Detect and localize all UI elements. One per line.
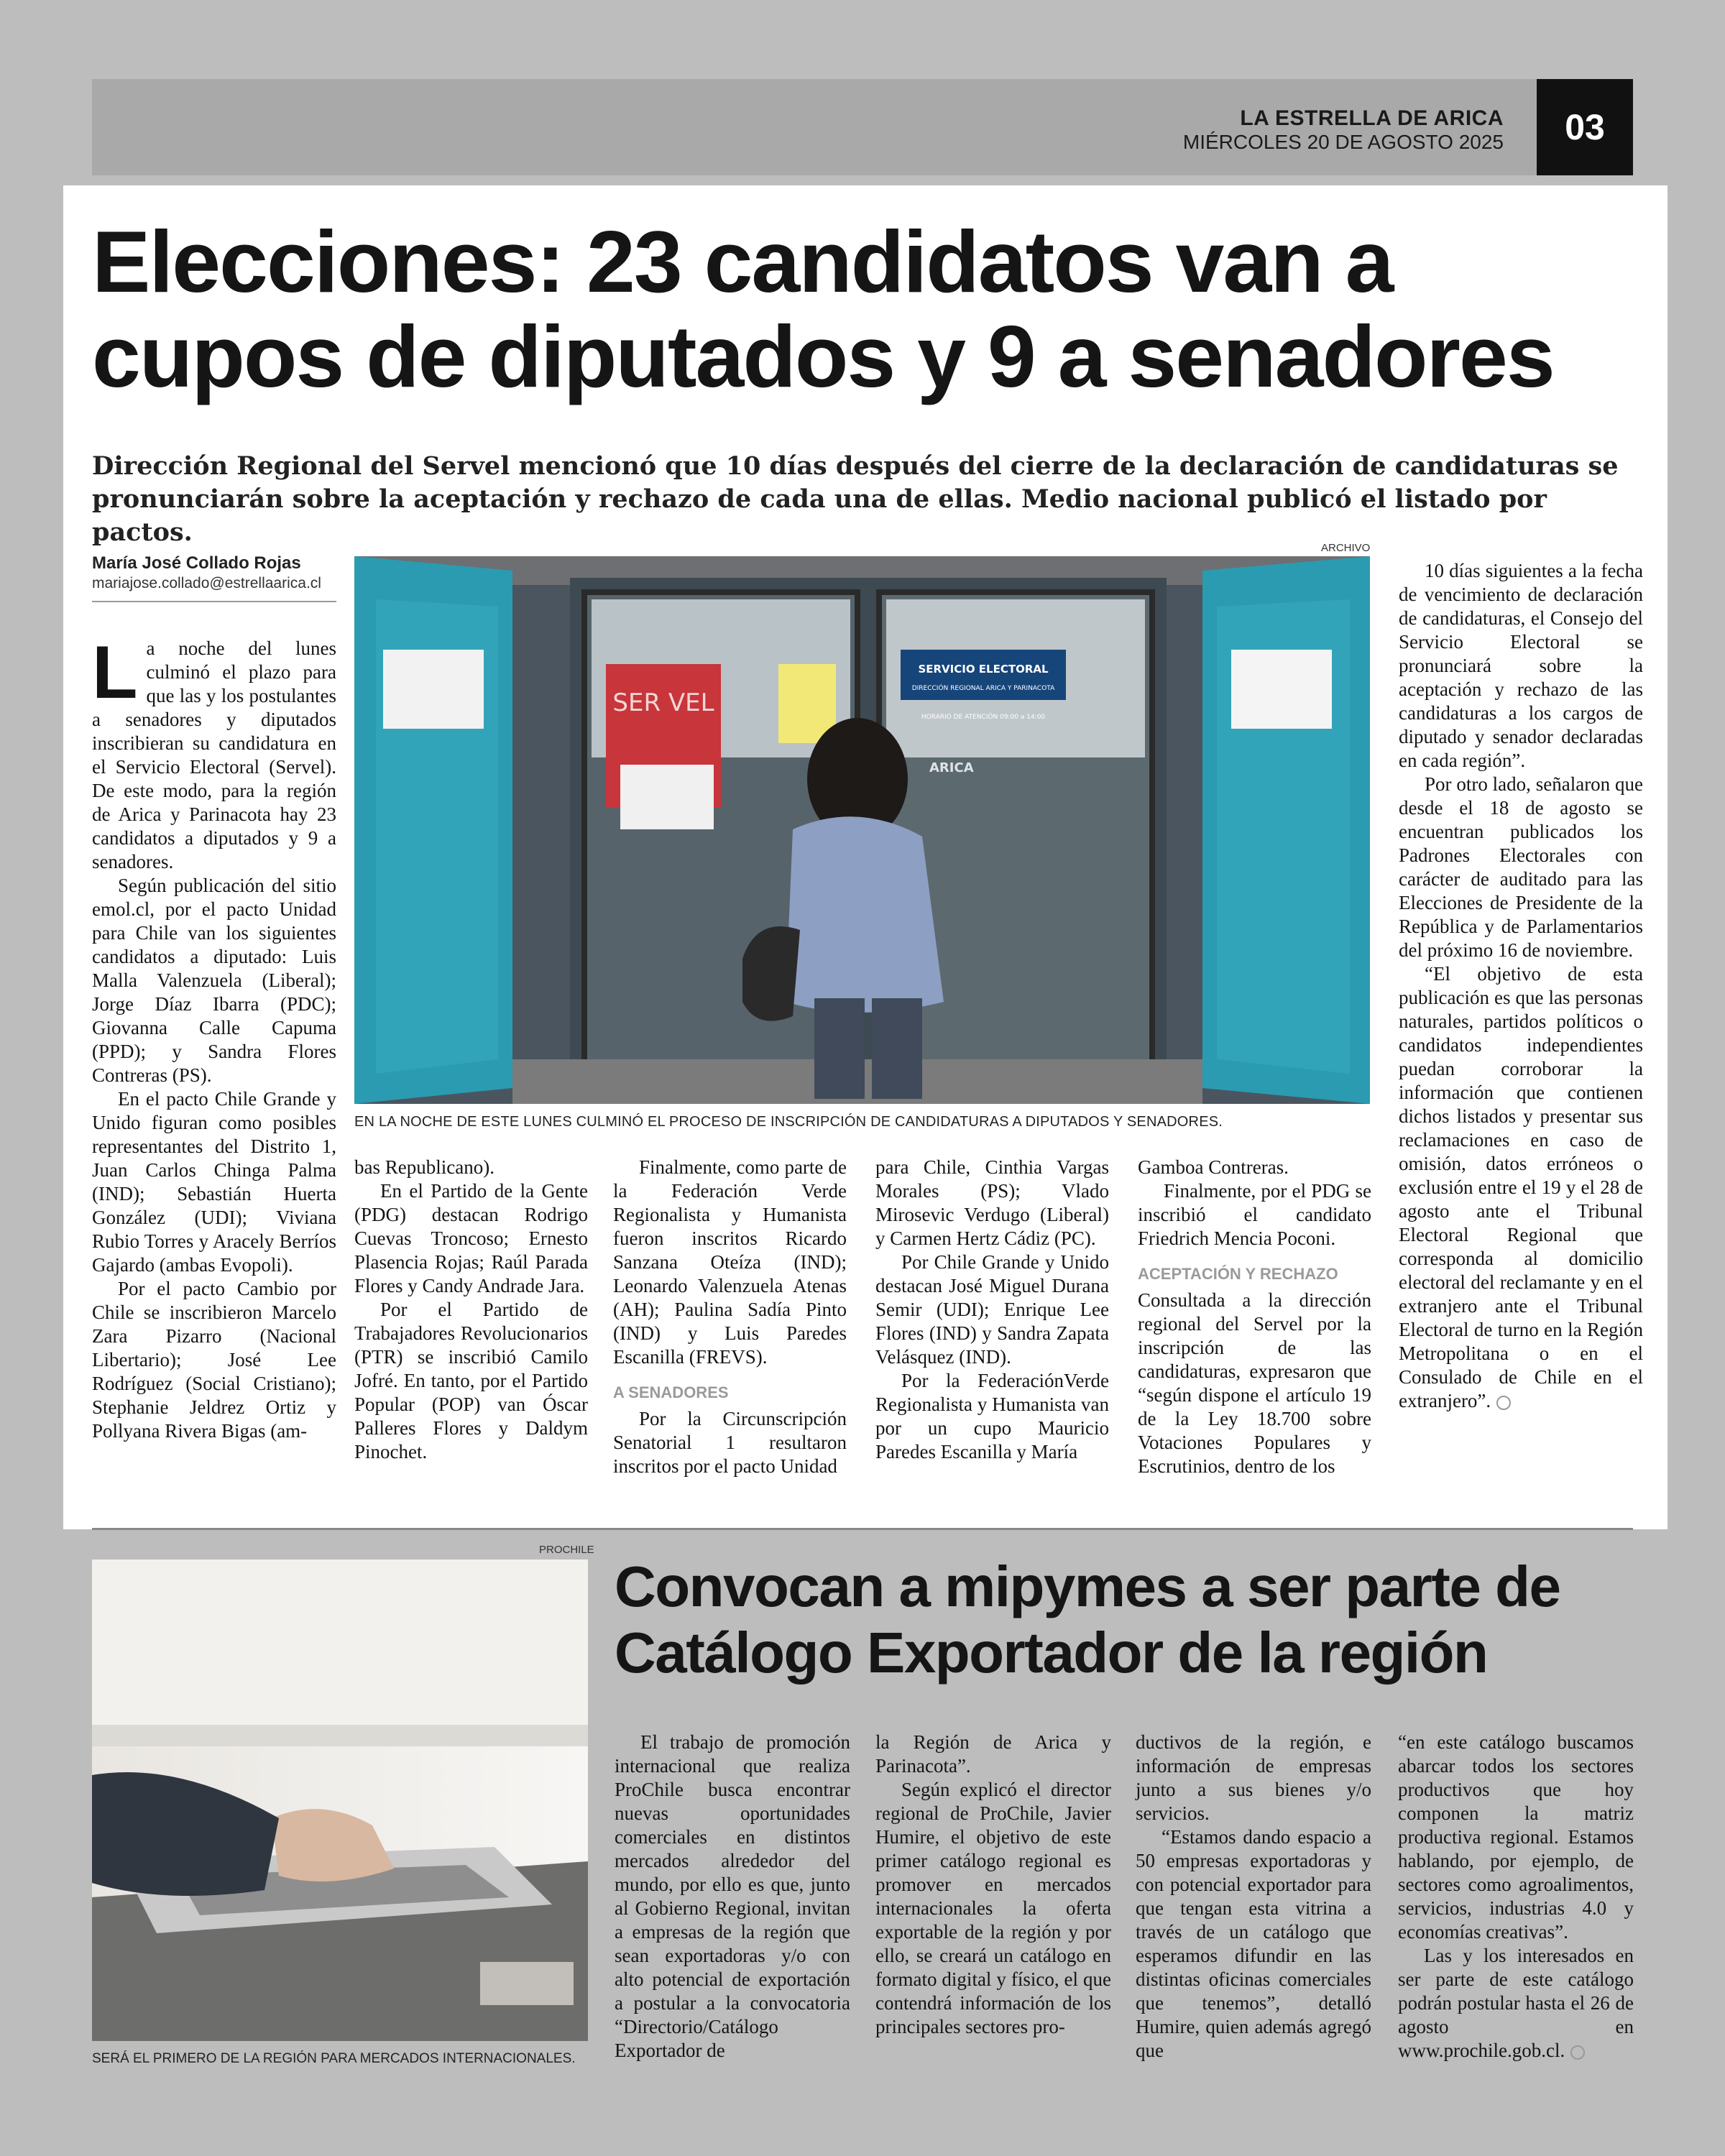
horario-sign-text: HORARIO DE ATENCIÓN 09:00 a 14:00	[921, 714, 1046, 721]
paragraph: Finalmente, como parte de la Federación Verde Regionalista y Humanista fueron inscritos Ricardo Sanzana Oteíza (IND); Leonardo Valenzuela Atenas (AH); Paulina Sadía Pinto (IND) y Luis Paredes Escanilla (FREVS).	[613, 1156, 847, 1368]
paragraph: Por el pacto Cambio por Chile se inscribieron Marcelo Zara Pizarro (Nacional Libertario); José Lee Rodríguez (Social Cristiano); Stephanie Jeldrez Ortiz y Pollyana Rivera Bigas (am-	[92, 1278, 336, 1442]
subheading-senadores: A SENADORES	[613, 1383, 729, 1401]
paragraph: En el pacto Chile Grande y Unido figuran como posibles representantes del Distrito 1, Juan Carlos Chinga Palma (IND); Sebastián Huerta González (UDI); Viviana Rubio Torres y Aracely Berríos Gajardo (ambas Evopoli).	[92, 1088, 336, 1276]
photo-caption: EN LA NOCHE DE ESTE LUNES CULMINÓ EL PROCESO DE INSCRIPCIÓN DE CANDIDATURAS A DIPUTADOS Y SENADORES.	[354, 1114, 1223, 1130]
notice-center	[620, 765, 714, 829]
article-2-column-1	[615, 1731, 850, 2063]
servel-office-photo	[354, 556, 1370, 1104]
main-article	[63, 185, 1668, 1529]
publication-name: LA ESTRELLA DE ARICA	[1240, 106, 1504, 130]
laptop-illustration	[92, 1560, 588, 2041]
page-number: 03	[1537, 79, 1633, 175]
author-name: María José Collado Rojas	[92, 553, 301, 573]
author-email[interactable]: mariajose.collado@estrellaarica.cl	[92, 575, 321, 591]
lead-text: a noche del lunes culminó el plazo para que las y los postulantes a senadores y diputados inscribieran su candidatura en el Servicio Electoral (Servel). De este modo, para la región de Arica y Parinacota hay 23 candidatos a diputados y 9 a senadores.	[92, 637, 336, 872]
paragraph: El trabajo de promoción internacional que realiza ProChile busca encontrar nuevas oportunidades comerciales en distintos mercados alrededor del mundo, por ello es que, junto al Gobierno Regional, invitan a empresas de la región que sean exportadoras y/o con alto potencial de exportación a postular a la convocatoria “Directorio/Catálogo Exportador de	[615, 1731, 850, 2061]
article-column-3	[613, 1156, 847, 1478]
drop-cap: L	[92, 631, 138, 714]
paragraph: ductivos de la región, e información de empresas junto a sus bienes y/o servicios.	[1136, 1731, 1371, 1824]
byline-divider	[92, 601, 336, 602]
paragraph: Según explicó el director regional de ProChile, Javier Humire, el objetivo de este primer catálogo regional es promover en mercados internacionales la oferta exportable de la región y por ello, se creará un catálogo en formato digital y físico, el que contendrá información de los principales sectores pro-	[875, 1779, 1111, 2037]
paragraph: “en este catálogo buscamos abarcar todos los sectores productivos que hoy componen la matriz productiva regional. Estamos hablando, por ejemplo, de sectores como agroalimentos, servicios, industrias 4.0 y economías creativas”.	[1398, 1731, 1634, 1943]
paragraph: Gamboa Contreras.	[1138, 1156, 1289, 1178]
servel-banner-text: SER VEL	[612, 688, 714, 717]
laptop-photo	[92, 1560, 588, 2041]
paragraph: “Estamos dando espacio a 50 empresas exportadoras y con potencial exportador para que tengan esta vitrina a través de un catálogo que esperamos difundir en las distintas oficinas comerciales que tenemos”, detalló Humire, quien además agregó que	[1136, 1826, 1371, 2061]
publication-date: MIÉRCOLES 20 DE AGOSTO 2025	[1182, 131, 1504, 153]
paragraph: 10 días siguientes a la fecha de vencimiento de declaración de candidaturas, el Consejo del Servicio Electoral se pronunciará sobre la aceptación y rechazo de las candidaturas a los cargos de diputado y senador declaradas en cada región”.	[1399, 560, 1643, 771]
lead-paragraph	[92, 631, 336, 874]
photo-credit-2: PROCHILE	[539, 1544, 594, 1556]
photo-caption-2: SERÁ EL PRIMERO DE LA REGIÓN PARA MERCADOS INTERNACIONALES.	[92, 2051, 576, 2066]
arica-sign-text: ARICA	[929, 760, 974, 775]
article-headline: Elecciones: 23 candidatos van a cupos de diputados y 9 a senadores	[92, 213, 1554, 405]
paragraph: Consultada a la dirección regional del Servel por la inscripción de las candidaturas, expresaron que “según dispone el artículo 19 de la Ley 18.700 sobre Votaciones Populares y Escrutinios, dentro de los	[1138, 1289, 1371, 1477]
article-column-5	[1138, 1156, 1371, 1478]
article-2-column-3	[1136, 1731, 1371, 2063]
notice-left	[383, 650, 484, 729]
final-text: “El objetivo de esta publicación es que las personas naturales, partidos políticos o candidatos independientes puedan corroborar la información que contienen dichos listados y presentar sus reclamaciones en caso de omisión, datos erróneos o exclusión entre el 19 y el 28 de agosto ante el Tribunal Electoral Regional que corresponda al domicilio electoral del reclamante y en el extranjero ante el Tribunal Electoral de turno en la Región Metropolitana o en el Consulado de Chile en el extranjero”.	[1399, 963, 1643, 1411]
paragraph: En el Partido de la Gente (PDG) destacan Rodrigo Cuevas Troncoso; Ernesto Plasencia Rojas; Raúl Parada Flores y Candy Andrade Jara.	[354, 1180, 588, 1296]
section-divider	[92, 1528, 1633, 1530]
page-header	[92, 79, 1633, 175]
paragraph: Por otro lado, señalaron que desde el 18 de agosto se encuentran publicados los Padrones Electorales con carácter de auditado para las Elecciones de Presidente de la República y de Parlamentarios del próximo 16 de noviembre.	[1399, 773, 1643, 961]
direccion-regional-sign-text: DIRECCIÓN REGIONAL ARICA Y PARINACOTA	[911, 685, 1055, 692]
article-deck: Dirección Regional del Servel mencionó que 10 días después del cierre de la declaración de candidaturas se pronunciarán sobre la aceptación y rechazo de cada una de ellas. Medio nacional publicó el listado por pactos.	[92, 451, 1619, 547]
article-2-column-4	[1398, 1731, 1634, 2063]
circle-end-mark-icon	[1570, 2045, 1585, 2060]
paragraph: bas Republicano).	[354, 1156, 494, 1178]
paragraph: para Chile, Cinthia Vargas Morales (PS); Vlado Mirosevic Verdugo (Liberal) y Carmen Hertz Cádiz (PC).	[875, 1156, 1109, 1249]
paragraph: Finalmente, por el PDG se inscribió el candidato Friedrich Mencia Poconi.	[1138, 1180, 1371, 1249]
final-text: Las y los interesados en ser parte de este catálogo podrán postular hasta el 26 de agosto en www.prochile.gob.cl.	[1398, 1945, 1634, 2061]
person-jacket	[786, 816, 944, 1013]
article-column-1	[92, 631, 336, 1443]
article-2-headline: Convocan a mipymes a ser parte de Catálogo Exportador de la región	[615, 1554, 1560, 1685]
notice-right	[1231, 650, 1332, 729]
paragraph: Según publicación del sitio emol.cl, por el pacto Unidad para Chile van los siguientes candidatos a diputado: Luis Malla Valenzuela (Liberal); Jorge Díaz Ibarra (PDC); Giovanna Calle Capuma (PPD); y Sandra Flores Contreras (PS).	[92, 875, 336, 1086]
paragraph: Por la FederaciónVerde Regionalista y Humanista van por un cupo Mauricio Paredes Escanilla y María	[875, 1370, 1109, 1462]
servicio-electoral-sign-text: SERVICIO ELECTORAL	[918, 663, 1049, 676]
subheading-aceptacion: ACEPTACIÓN Y RECHAZO	[1138, 1265, 1338, 1283]
article-column-2	[354, 1156, 588, 1464]
article-column-4	[875, 1156, 1109, 1464]
paragraph: la Región de Arica y Parinacota”.	[875, 1731, 1111, 1777]
paragraph-final	[1398, 1944, 1634, 2063]
servel-office-illustration	[354, 556, 1370, 1104]
paragraph: Por Chile Grande y Unido destacan José Miguel Durana Semir (UDI); Enrique Lee Flores (IND) y Sandra Zapata Velásquez (IND).	[875, 1251, 1109, 1368]
paragraph: Por la Circunscripción Senatorial 1 resultaron inscritos por el pacto Unidad	[613, 1408, 847, 1477]
photo-credit: ARCHIVO	[1321, 542, 1371, 554]
article-2-column-2	[875, 1731, 1111, 2039]
paragraph: Por el Partido de Trabajadores Revolucionarios (PTR) se inscribió Camilo Jofré. En tanto, por el Partido Popular (POP) van Óscar Palleres Flores y Daldym Pinochet.	[354, 1299, 588, 1462]
circle-end-mark-icon	[1496, 1396, 1511, 1410]
paragraph-final	[1399, 962, 1643, 1413]
article-column-6	[1399, 559, 1643, 1413]
